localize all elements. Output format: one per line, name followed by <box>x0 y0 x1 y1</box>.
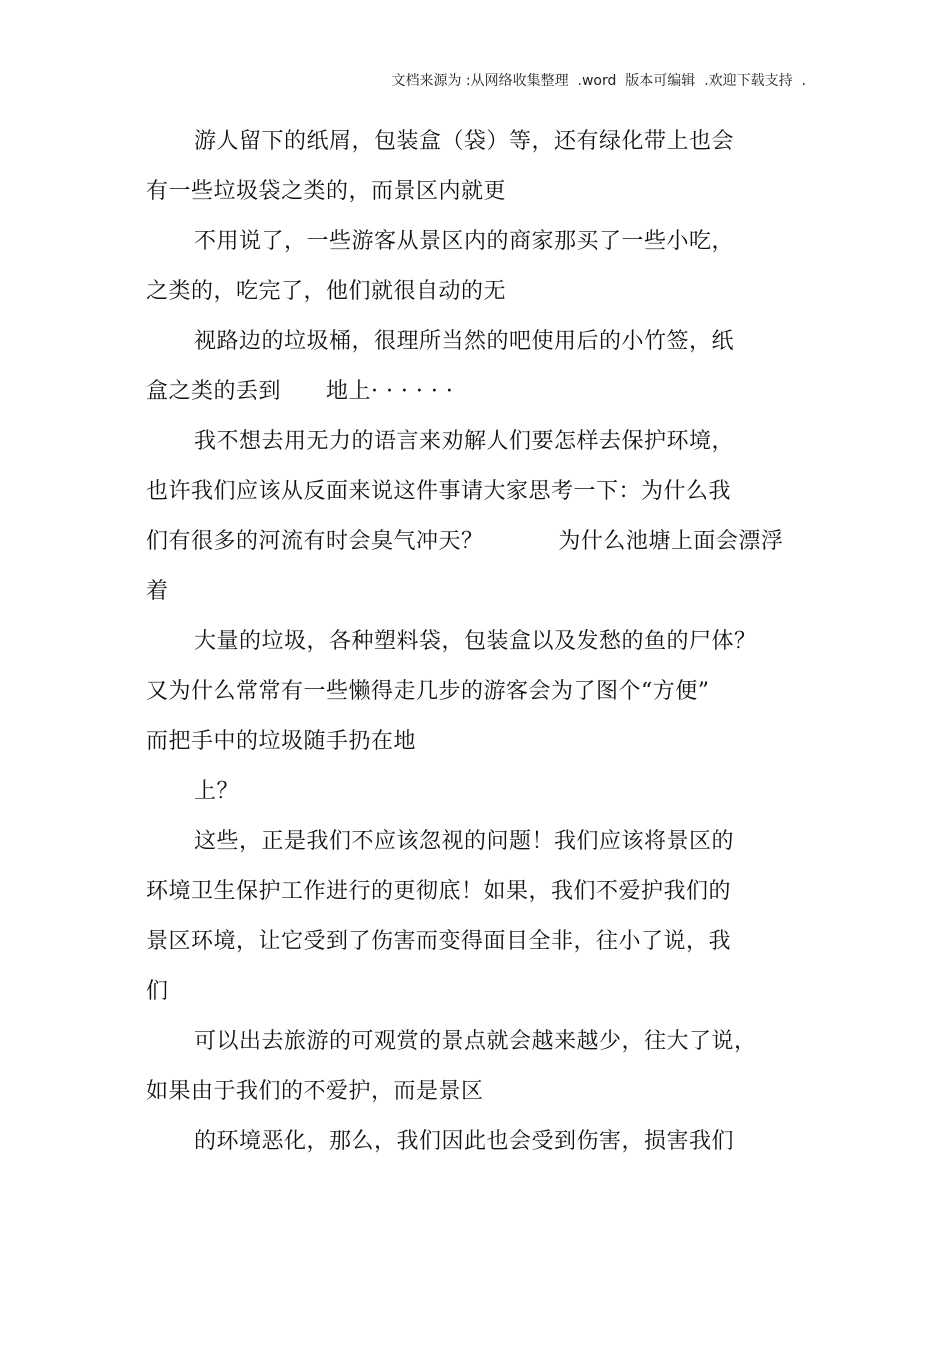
text-line: 而把手中的垃圾随手扔在地 <box>146 729 417 754</box>
text-line: 景区环境，让它受到了伤害而变得面目全非，往小了说，我 <box>146 929 732 954</box>
text-line: 游人留下的纸屑，包装盒（袋）等，还有绿化带上也会 <box>194 129 735 154</box>
text-line: 盒之类的丢到 地上· · · · · · <box>146 379 454 404</box>
text-line: 的环境恶化，那么，我们因此也会受到伤害，损害我们 <box>194 1129 735 1154</box>
text-line: 之类的，吃完了，他们就很自动的无 <box>146 279 507 304</box>
text-line: 视路边的垃圾桶，很理所当然的吧使用后的小竹签，纸 <box>194 329 735 354</box>
text-line: 着 <box>146 579 169 604</box>
page-header-note: 文档来源为 :从网络收集整理 .word 版本可编辑 .欢迎下载支持 . <box>391 73 806 89</box>
text-line: 们有很多的河流有时会臭气冲天？ 为什么池塘上面会漂浮 <box>146 529 784 554</box>
text-line: 可以出去旅游的可观赏的景点就会越来越少，往大了说， <box>194 1029 757 1054</box>
text-line: 又为什么常常有一些懒得走几步的游客会为了图个“方便” <box>146 679 710 704</box>
text-line: 这些，正是我们不应该忽视的问题！我们应该将景区的 <box>194 829 735 854</box>
text-line: 不用说了，一些游客从景区内的商家那买了一些小吃， <box>194 229 735 254</box>
text-line: 如果由于我们的不爱护，而是景区 <box>146 1079 484 1104</box>
text-line: 有一些垃圾袋之类的，而景区内就更 <box>146 179 507 204</box>
text-line: 我不想去用无力的语言来劝解人们要怎样去保护环境， <box>194 429 735 454</box>
text-line: 们 <box>146 979 169 1004</box>
text-line: 也许我们应该从反面来说这件事请大家思考一下：为什么我 <box>146 479 732 504</box>
text-line: 环境卫生保护工作进行的更彻底！如果，我们不爱护我们的 <box>146 879 732 904</box>
text-line: 大量的垃圾，各种塑料袋，包装盒以及发愁的鱼的尸体？ <box>194 629 757 654</box>
text-line: 上？ <box>194 779 240 804</box>
